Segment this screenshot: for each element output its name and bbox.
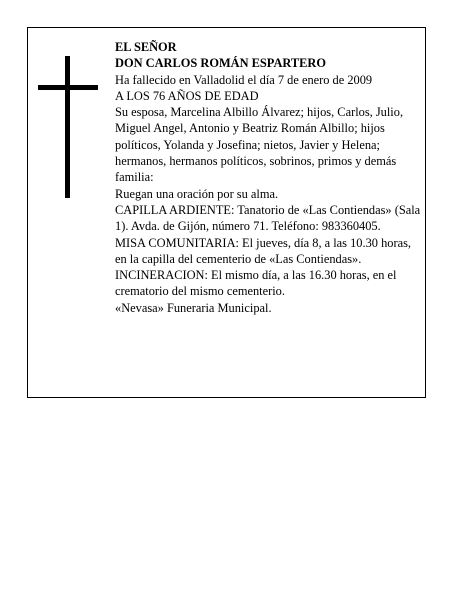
chapel-paragraph: CAPILLA ARDIENTE: Tanatorio de «Las Contiendas» (Sala 1). Avda. de Gijón, número 71. Teléfono: 983360405. bbox=[115, 202, 421, 234]
age-line: A LOS 76 AÑOS DE EDAD bbox=[115, 88, 259, 103]
mass-paragraph: MISA COMUNITARIA: El jueves, día 8, a las 10.30 horas, en la capilla del cementerio de «Las Contiendas». bbox=[115, 235, 412, 266]
deceased-name: DON CARLOS ROMÁN ESPARTERO bbox=[115, 56, 327, 71]
cross-vertical-bar bbox=[65, 56, 70, 198]
cross-icon bbox=[38, 56, 98, 198]
heading-title: EL SEÑOR bbox=[115, 40, 177, 54]
cross-horizontal-bar bbox=[38, 85, 98, 90]
death-line: Ha fallecido en Valladolid el día 7 de enero de 2009 bbox=[115, 72, 373, 87]
obituary-notice bbox=[27, 27, 426, 398]
prayer-line: Ruegan una oración por su alma. bbox=[115, 186, 279, 201]
notice-text bbox=[115, 39, 421, 316]
funeral-home-line: «Nevasa» Funeraria Municipal. bbox=[115, 300, 272, 315]
cremation-paragraph: INCINERACION: El mismo día, a las 16.30 horas, en el crematorio del mismo cementerio. bbox=[115, 268, 397, 299]
family-paragraph: Su esposa, Marcelina Albillo Álvarez; hijos, Carlos, Julio, Miguel Angel, Antonio y Beatriz Román Albillo; hijos políticos, Yolanda y Josefina; nietos, Javier y Helena; hermanos, hermanos políticos, sobrinos, primos y demás familia: bbox=[115, 105, 404, 185]
